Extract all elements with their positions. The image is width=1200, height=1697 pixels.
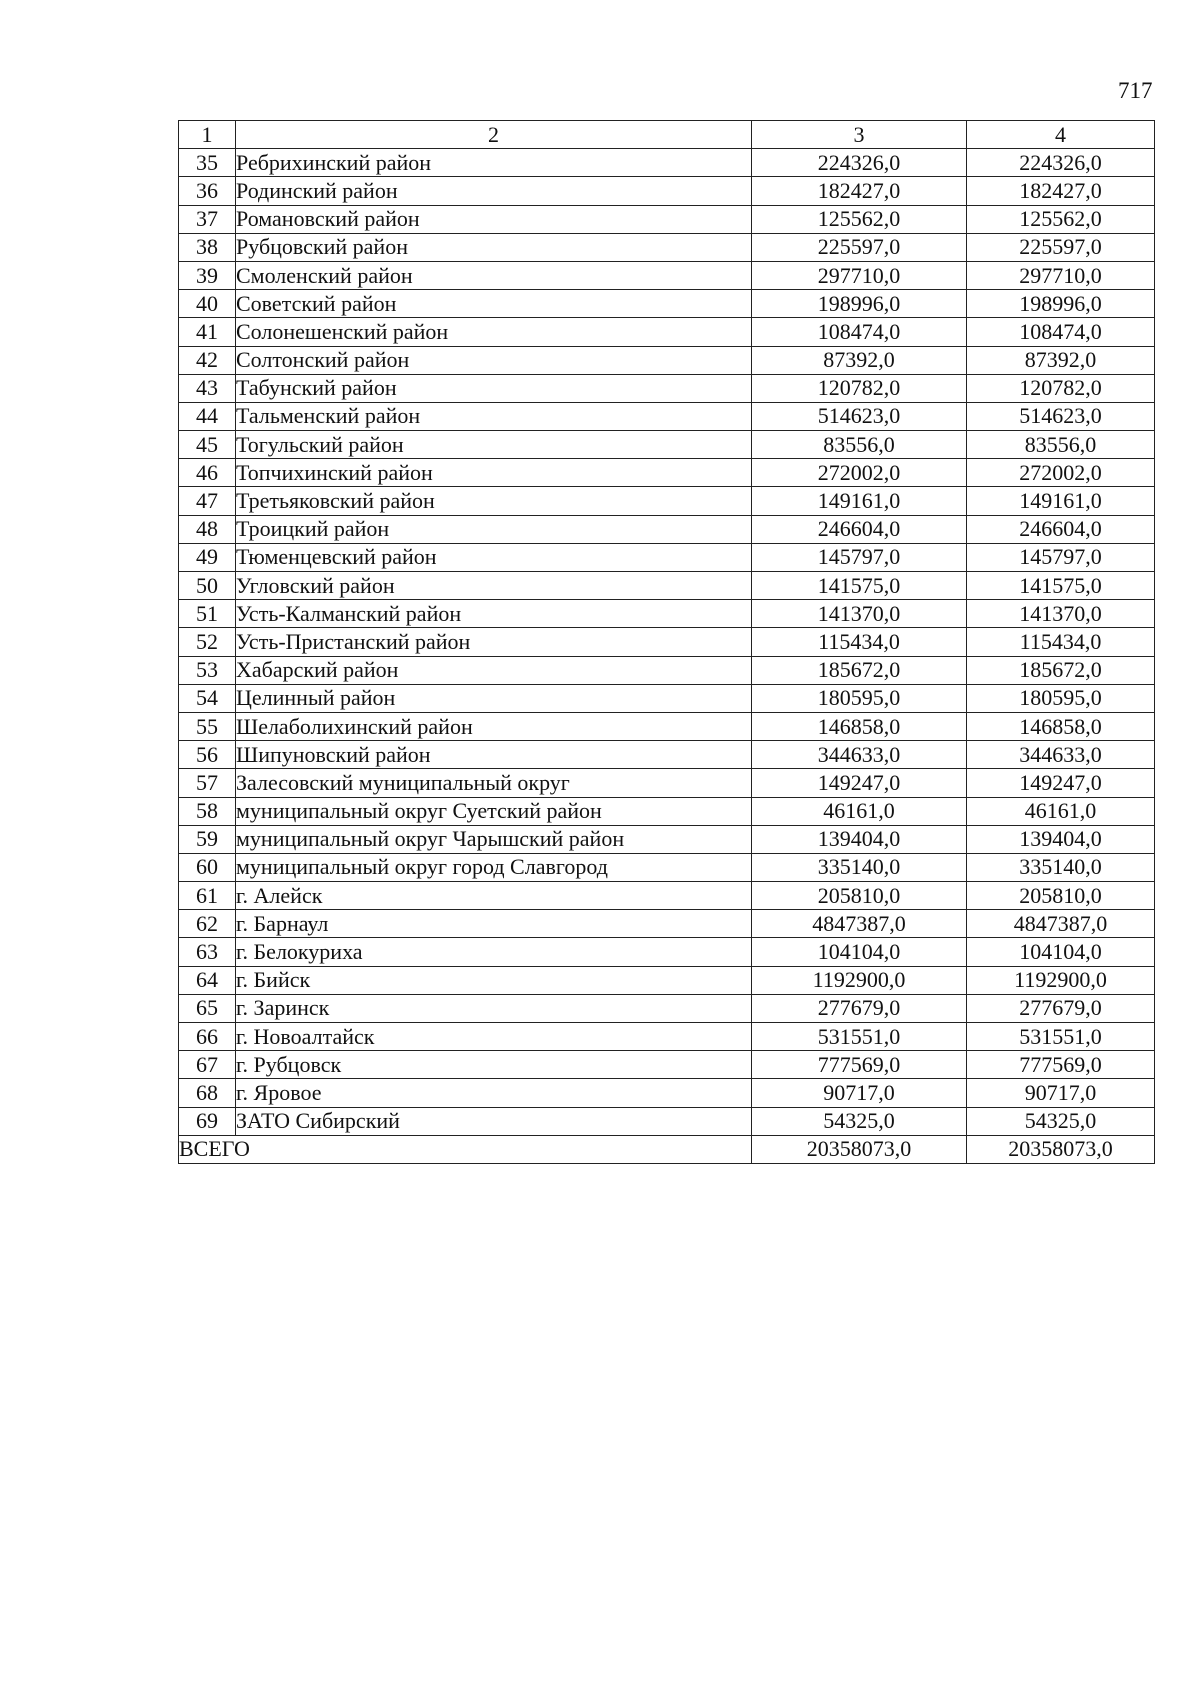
table-row: [179, 1079, 1155, 1107]
row-number: 43: [179, 374, 236, 402]
value-col-4: 108474,0: [967, 318, 1155, 346]
value-col-3: 297710,0: [752, 261, 967, 289]
value-col-4: 514623,0: [967, 402, 1155, 430]
value-col-3: 149247,0: [752, 769, 967, 797]
allocation-table: [178, 120, 1155, 1164]
municipality-name: Хабарский район: [236, 656, 752, 684]
total-label: ВСЕГО: [179, 1135, 752, 1163]
row-number: 60: [179, 853, 236, 881]
value-col-3: 4847387,0: [752, 910, 967, 938]
value-col-4: 205810,0: [967, 882, 1155, 910]
value-col-4: 141370,0: [967, 600, 1155, 628]
municipality-name: Родинский район: [236, 177, 752, 205]
value-col-4: 180595,0: [967, 684, 1155, 712]
row-number: 68: [179, 1079, 236, 1107]
value-col-3: 139404,0: [752, 825, 967, 853]
row-number: 36: [179, 177, 236, 205]
table-row: [179, 346, 1155, 374]
value-col-3: 182427,0: [752, 177, 967, 205]
value-col-3: 514623,0: [752, 402, 967, 430]
value-col-4: 185672,0: [967, 656, 1155, 684]
value-col-4: 139404,0: [967, 825, 1155, 853]
municipality-name: г. Яровое: [236, 1079, 752, 1107]
municipality-name: муниципальный округ Чарышский район: [236, 825, 752, 853]
value-col-4: 46161,0: [967, 797, 1155, 825]
value-col-4: 531551,0: [967, 1023, 1155, 1051]
row-number: 62: [179, 910, 236, 938]
value-col-3: 125562,0: [752, 205, 967, 233]
municipality-name: г. Бийск: [236, 966, 752, 994]
municipality-name: Третьяковский район: [236, 487, 752, 515]
municipality-name: муниципальный округ Суетский район: [236, 797, 752, 825]
row-number: 38: [179, 233, 236, 261]
page-number: 717: [1118, 78, 1153, 103]
value-col-3: 87392,0: [752, 346, 967, 374]
table-row: [179, 910, 1155, 938]
value-col-4: 90717,0: [967, 1079, 1155, 1107]
row-number: 50: [179, 572, 236, 600]
value-col-3: 115434,0: [752, 628, 967, 656]
value-col-4: 272002,0: [967, 459, 1155, 487]
value-col-4: 145797,0: [967, 543, 1155, 571]
value-col-4: 224326,0: [967, 149, 1155, 177]
value-col-4: 344633,0: [967, 741, 1155, 769]
value-col-3: 225597,0: [752, 233, 967, 261]
table-row: [179, 825, 1155, 853]
value-col-4: 4847387,0: [967, 910, 1155, 938]
table-row: [179, 797, 1155, 825]
table-row: [179, 853, 1155, 881]
row-number: 61: [179, 882, 236, 910]
table-row: [179, 290, 1155, 318]
value-col-3: 149161,0: [752, 487, 967, 515]
table-row: [179, 684, 1155, 712]
table-row: [179, 318, 1155, 346]
value-col-4: 149247,0: [967, 769, 1155, 797]
value-col-4: 125562,0: [967, 205, 1155, 233]
table-row: [179, 769, 1155, 797]
row-number: 46: [179, 459, 236, 487]
value-col-3: 224326,0: [752, 149, 967, 177]
table-row: [179, 402, 1155, 430]
row-number: 41: [179, 318, 236, 346]
table-row: [179, 1107, 1155, 1135]
value-col-3: 344633,0: [752, 741, 967, 769]
value-col-4: 149161,0: [967, 487, 1155, 515]
municipality-name: Шелаболихинский район: [236, 712, 752, 740]
table-row: [179, 261, 1155, 289]
value-col-4: 83556,0: [967, 431, 1155, 459]
table-row: [179, 459, 1155, 487]
value-col-4: 277679,0: [967, 994, 1155, 1022]
row-number: 51: [179, 600, 236, 628]
row-number: 54: [179, 684, 236, 712]
value-col-3: 777569,0: [752, 1051, 967, 1079]
municipality-name: Ребрихинский район: [236, 149, 752, 177]
value-col-3: 246604,0: [752, 515, 967, 543]
municipality-name: Залесовский муниципальный округ: [236, 769, 752, 797]
row-number: 59: [179, 825, 236, 853]
table-row: [179, 233, 1155, 261]
municipality-name: Тогульский район: [236, 431, 752, 459]
value-col-4: 54325,0: [967, 1107, 1155, 1135]
value-col-4: 225597,0: [967, 233, 1155, 261]
row-number: 53: [179, 656, 236, 684]
municipality-name: Топчихинский район: [236, 459, 752, 487]
municipality-name: Усть-Пристанский район: [236, 628, 752, 656]
table-row: [179, 882, 1155, 910]
value-col-3: 272002,0: [752, 459, 967, 487]
value-col-4: 141575,0: [967, 572, 1155, 600]
table-row: [179, 572, 1155, 600]
table-row: [179, 149, 1155, 177]
municipality-name: Солонешенский район: [236, 318, 752, 346]
value-col-4: 777569,0: [967, 1051, 1155, 1079]
municipality-name: Романовский район: [236, 205, 752, 233]
municipality-name: Угловский район: [236, 572, 752, 600]
municipality-name: муниципальный округ город Славгород: [236, 853, 752, 881]
value-col-3: 104104,0: [752, 938, 967, 966]
value-col-3: 120782,0: [752, 374, 967, 402]
value-col-3: 180595,0: [752, 684, 967, 712]
value-col-3: 146858,0: [752, 712, 967, 740]
value-col-3: 185672,0: [752, 656, 967, 684]
total-row: [179, 1135, 1155, 1163]
row-number: 65: [179, 994, 236, 1022]
row-number: 58: [179, 797, 236, 825]
municipality-name: Смоленский район: [236, 261, 752, 289]
value-col-3: 277679,0: [752, 994, 967, 1022]
municipality-name: ЗАТО Сибирский: [236, 1107, 752, 1135]
value-col-4: 115434,0: [967, 628, 1155, 656]
municipality-name: г. Алейск: [236, 882, 752, 910]
row-number: 45: [179, 431, 236, 459]
municipality-name: Тальменский район: [236, 402, 752, 430]
value-col-3: 335140,0: [752, 853, 967, 881]
row-number: 64: [179, 966, 236, 994]
row-number: 57: [179, 769, 236, 797]
row-number: 48: [179, 515, 236, 543]
value-col-4: 246604,0: [967, 515, 1155, 543]
table-row: [179, 628, 1155, 656]
row-number: 40: [179, 290, 236, 318]
municipality-name: г. Заринск: [236, 994, 752, 1022]
row-number: 56: [179, 741, 236, 769]
table-row: [179, 600, 1155, 628]
value-col-4: 146858,0: [967, 712, 1155, 740]
table-row: [179, 1023, 1155, 1051]
municipality-name: г. Барнаул: [236, 910, 752, 938]
table-row: [179, 543, 1155, 571]
table-row: [179, 712, 1155, 740]
table-row: [179, 487, 1155, 515]
municipality-name: Рубцовский район: [236, 233, 752, 261]
value-col-3: 205810,0: [752, 882, 967, 910]
value-col-4: 182427,0: [967, 177, 1155, 205]
row-number: 55: [179, 712, 236, 740]
municipality-name: Тюменцевский район: [236, 543, 752, 571]
header-col-3: 3: [752, 121, 967, 149]
value-col-4: 297710,0: [967, 261, 1155, 289]
total-col-4: 20358073,0: [967, 1135, 1155, 1163]
table-row: [179, 938, 1155, 966]
row-number: 63: [179, 938, 236, 966]
table-row: [179, 431, 1155, 459]
row-number: 37: [179, 205, 236, 233]
value-col-3: 141370,0: [752, 600, 967, 628]
value-col-3: 108474,0: [752, 318, 967, 346]
municipality-name: Шипуновский район: [236, 741, 752, 769]
municipality-name: Троицкий район: [236, 515, 752, 543]
value-col-3: 46161,0: [752, 797, 967, 825]
value-col-4: 1192900,0: [967, 966, 1155, 994]
value-col-3: 198996,0: [752, 290, 967, 318]
value-col-4: 335140,0: [967, 853, 1155, 881]
value-col-3: 145797,0: [752, 543, 967, 571]
header-col-4: 4: [967, 121, 1155, 149]
value-col-3: 83556,0: [752, 431, 967, 459]
value-col-4: 87392,0: [967, 346, 1155, 374]
row-number: 39: [179, 261, 236, 289]
value-col-4: 104104,0: [967, 938, 1155, 966]
table-header-row: [179, 121, 1155, 149]
row-number: 47: [179, 487, 236, 515]
table-row: [179, 177, 1155, 205]
table-body: [179, 121, 1155, 1164]
value-col-3: 54325,0: [752, 1107, 967, 1135]
value-col-4: 198996,0: [967, 290, 1155, 318]
row-number: 44: [179, 402, 236, 430]
total-col-3: 20358073,0: [752, 1135, 967, 1163]
row-number: 69: [179, 1107, 236, 1135]
row-number: 52: [179, 628, 236, 656]
row-number: 66: [179, 1023, 236, 1051]
value-col-3: 141575,0: [752, 572, 967, 600]
table-row: [179, 656, 1155, 684]
table-row: [179, 374, 1155, 402]
table-row: [179, 515, 1155, 543]
value-col-3: 531551,0: [752, 1023, 967, 1051]
municipality-name: Усть-Калманский район: [236, 600, 752, 628]
table-row: [179, 741, 1155, 769]
row-number: 42: [179, 346, 236, 374]
municipality-name: г. Рубцовск: [236, 1051, 752, 1079]
table-row: [179, 994, 1155, 1022]
municipality-name: г. Новоалтайск: [236, 1023, 752, 1051]
value-col-4: 120782,0: [967, 374, 1155, 402]
municipality-name: Советский район: [236, 290, 752, 318]
value-col-3: 90717,0: [752, 1079, 967, 1107]
table-row: [179, 1051, 1155, 1079]
row-number: 35: [179, 149, 236, 177]
row-number: 67: [179, 1051, 236, 1079]
table-row: [179, 205, 1155, 233]
table-row: [179, 966, 1155, 994]
row-number: 49: [179, 543, 236, 571]
municipality-name: Целинный район: [236, 684, 752, 712]
value-col-3: 1192900,0: [752, 966, 967, 994]
municipality-name: Табунский район: [236, 374, 752, 402]
header-col-1: 1: [179, 121, 236, 149]
municipality-name: Солтонский район: [236, 346, 752, 374]
header-col-2: 2: [236, 121, 752, 149]
municipality-name: г. Белокуриха: [236, 938, 752, 966]
